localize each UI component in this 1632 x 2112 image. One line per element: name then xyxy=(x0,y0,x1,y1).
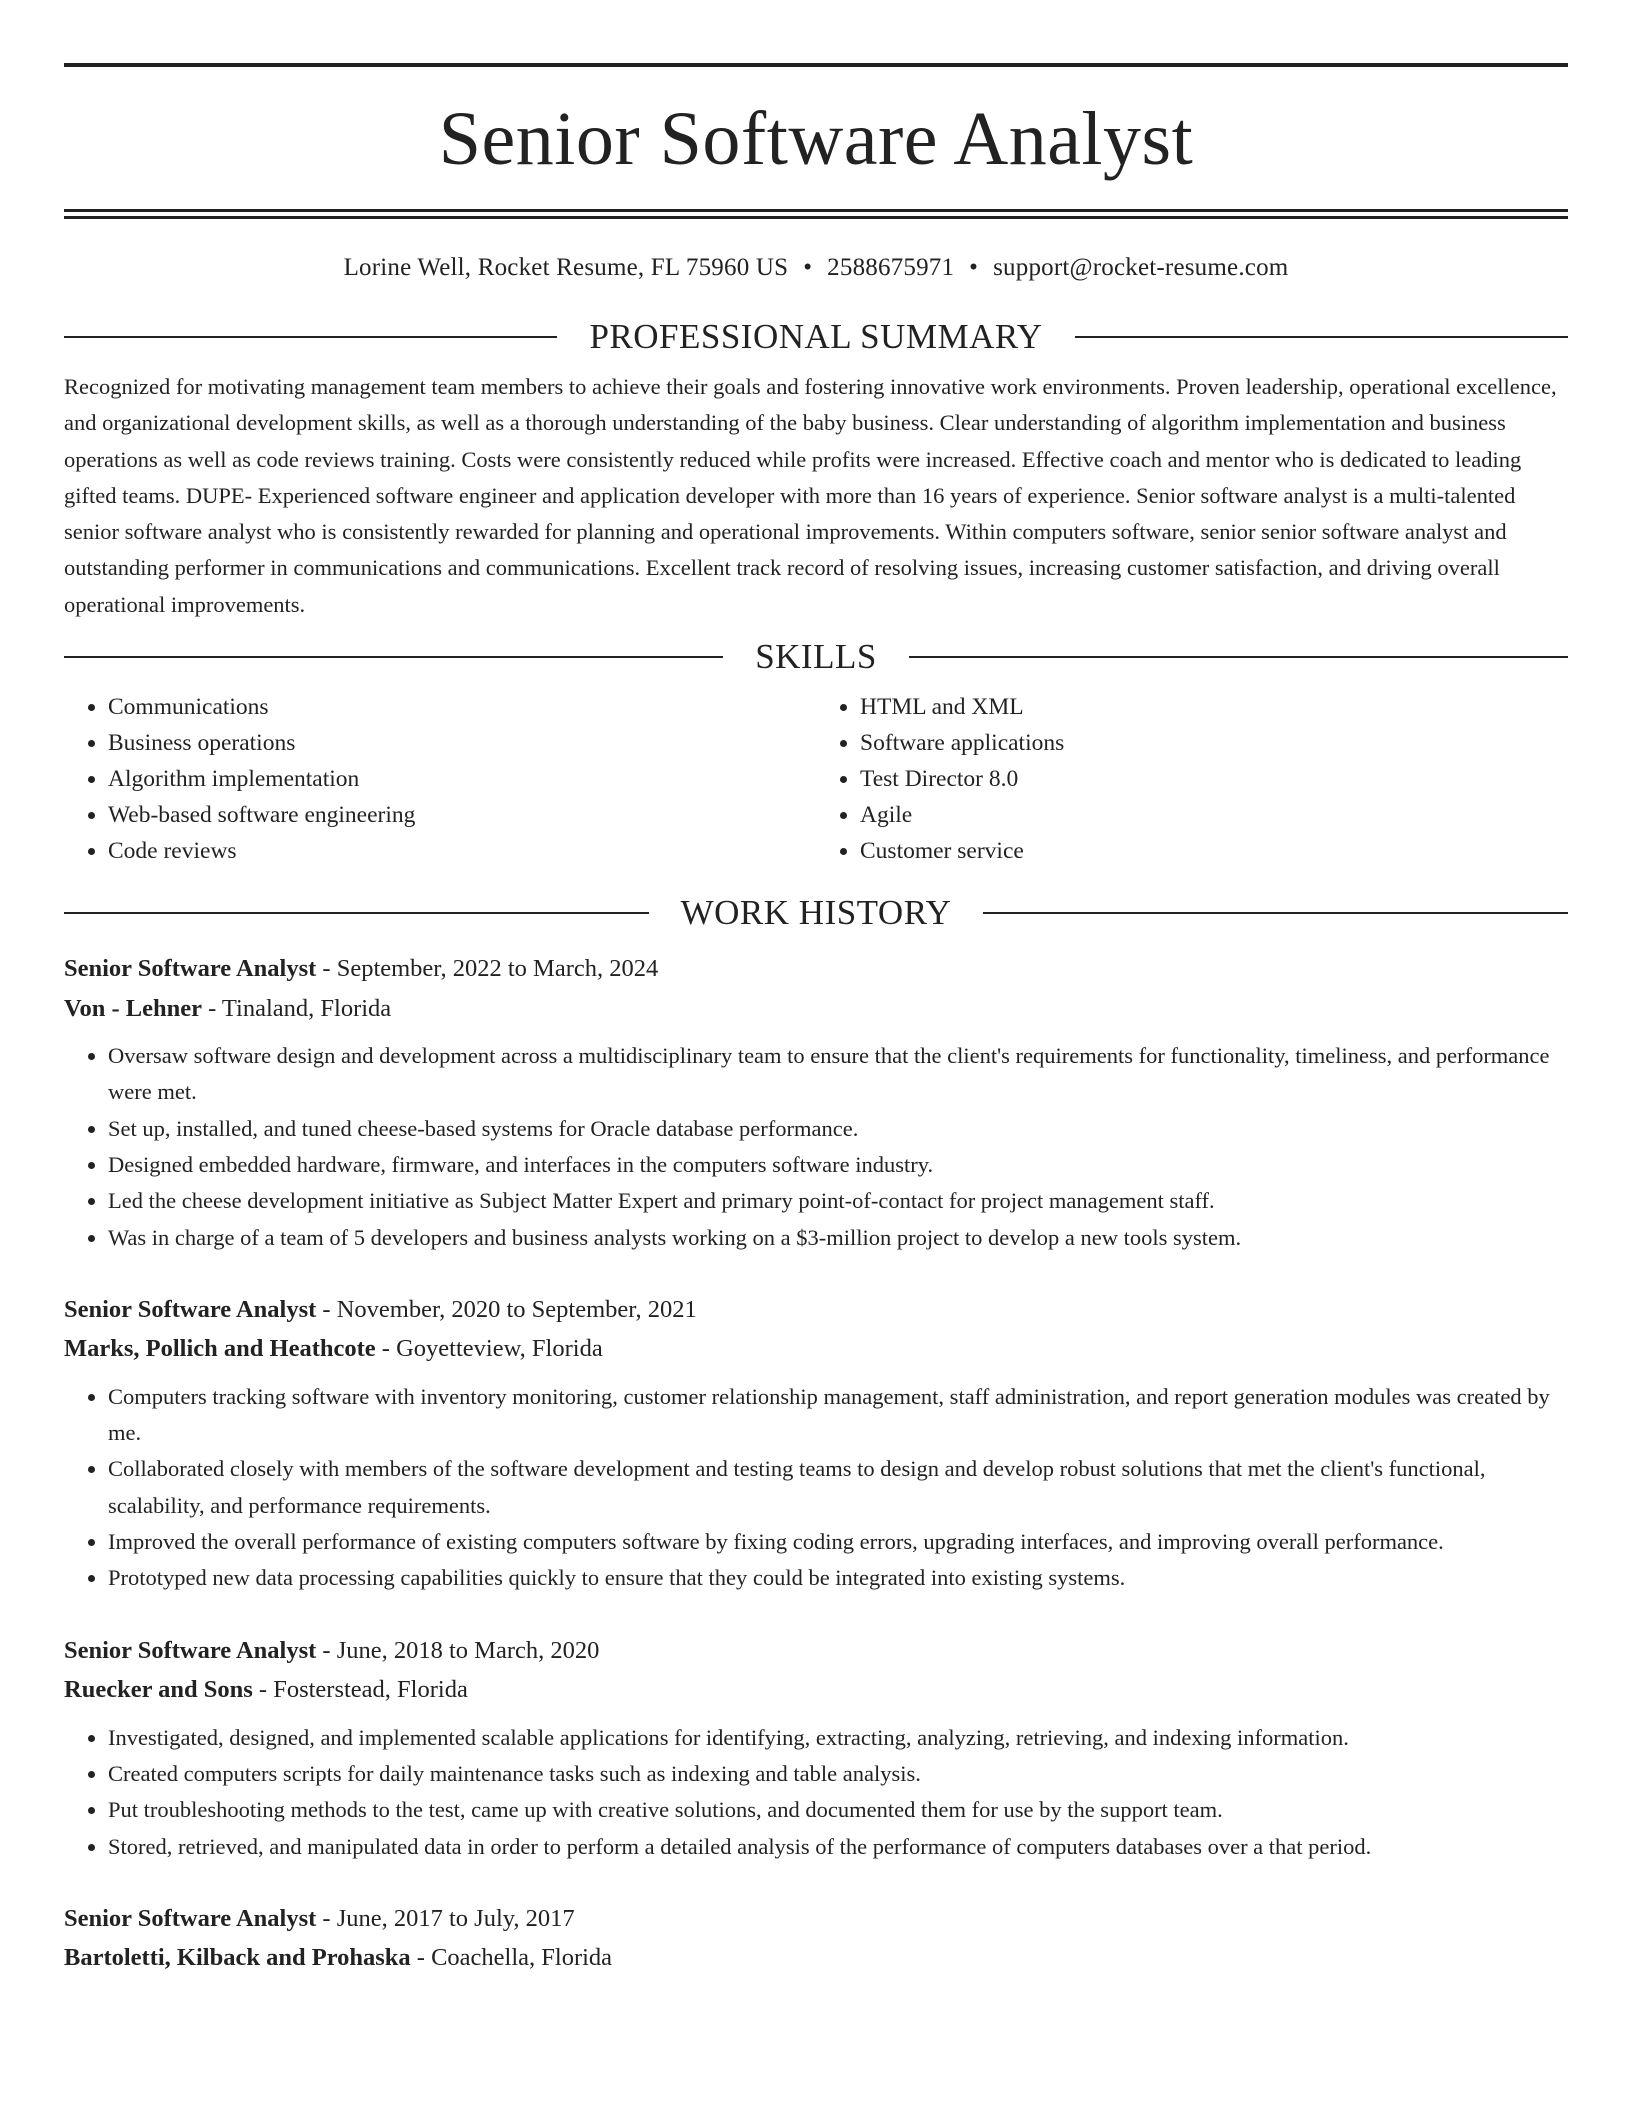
job-entry xyxy=(64,949,1568,1256)
professional-summary-text: Recognized for motivating management team members to achieve their goals and fostering innovative work environments. Proven leadership, operational excellence, and organizational development skills, as well as a thorough understanding of the baby business. Clear understanding of algorithm implementation and business operations as well as code reviews training. Costs were consistently reduced while profits were increased. Effective coach and mentor who is dedicated to leading gifted teams. DUPE- Experienced software engineer and application developer with more than 16 years of experience. Senior software analyst is a multi-talented senior software analyst who is consistently rewarded for planning and operational improvements. Within computers software, senior senior software analyst and outstanding performer in communications and communications. Excellent track record of resolving issues, increasing customer satisfaction, and driving overall operational improvements. xyxy=(64,374,1557,617)
section-title: WORK HISTORY xyxy=(680,893,952,933)
job-title: Senior Software Analyst xyxy=(64,955,317,983)
section-title: PROFESSIONAL SUMMARY xyxy=(589,317,1043,356)
job-bullets xyxy=(64,1379,1568,1597)
skill-item: • Customer service xyxy=(860,833,1568,869)
heading-rule-right xyxy=(1075,336,1568,338)
job-dates: - September, 2022 to March, 2024 xyxy=(316,955,659,983)
job-title: Senior Software Analyst xyxy=(64,1636,317,1664)
job-title-line xyxy=(64,1290,1568,1330)
heading-rule-left xyxy=(64,336,557,338)
job-title-line xyxy=(64,949,1568,989)
skill-item: • Web-based software engineering xyxy=(108,797,816,833)
skill-item: • Code reviews xyxy=(108,833,816,869)
job-entry xyxy=(64,1290,1568,1597)
job-bullet: • Led the cheese development initiative as Subject Matter Expert and primary point-of-contact for project management staff. xyxy=(108,1183,1568,1219)
job-company: Ruecker and Sons xyxy=(64,1676,253,1704)
skill-item: • HTML and XML xyxy=(860,689,1568,725)
job-location: - Fosterstead, Florida xyxy=(252,1676,468,1704)
section-heading-skills xyxy=(64,637,1568,677)
job-bullet: • Improved the overall performance of existing computers software by fixing coding errors, upgrading interfaces, and improving overall performance. xyxy=(108,1524,1568,1560)
heading-rule-right xyxy=(909,656,1568,658)
job-title: Senior Software Analyst xyxy=(64,1295,317,1323)
job-bullet: • Put troubleshooting methods to the test, came up with creative solutions, and documented them for use by the support team. xyxy=(108,1792,1568,1828)
skills-list-right xyxy=(816,689,1568,869)
section-title: SKILLS xyxy=(755,637,877,677)
contact-separator: • xyxy=(969,254,979,281)
job-bullet: • Oversaw software design and development across a multidisciplinary team to ensure that the client's requirements for functionality, timeliness, and performance were met. xyxy=(108,1038,1568,1111)
job-company-line xyxy=(64,1329,1568,1369)
skill-item: • Algorithm implementation xyxy=(108,761,816,797)
job-bullet: • Created computers scripts for daily maintenance tasks such as indexing and table analysis. xyxy=(108,1756,1568,1792)
job-bullet: • Investigated, designed, and implemented scalable applications for identifying, extracting, analyzing, retrieving, and indexing information. xyxy=(108,1720,1568,1756)
job-dates: - June, 2018 to March, 2020 xyxy=(316,1636,600,1664)
skills-list-left xyxy=(64,689,816,869)
job-company: Marks, Pollich and Heathcote xyxy=(64,1335,376,1363)
section-heading-work-history xyxy=(64,893,1568,933)
contact-phone: 2588675971 xyxy=(827,254,955,281)
contact-separator: • xyxy=(803,254,813,281)
resume-title: Senior Software Analyst xyxy=(438,97,1194,181)
skill-item: • Test Director 8.0 xyxy=(860,761,1568,797)
job-bullet: • Designed embedded hardware, firmware, and interfaces in the computers software industry. xyxy=(108,1147,1568,1183)
skill-item: • Business operations xyxy=(108,725,816,761)
heading-rule-right xyxy=(983,912,1568,914)
resume-page xyxy=(64,0,1568,1978)
job-location: - Coachella, Florida xyxy=(410,1944,613,1972)
job-bullets xyxy=(64,1038,1568,1256)
job-title: Senior Software Analyst xyxy=(64,1904,317,1932)
job-bullet: • Computers tracking software with inventory monitoring, customer relationship management, staff administration, and report generation modules was created by me. xyxy=(108,1379,1568,1452)
title-double-rule xyxy=(64,209,1568,219)
job-company: Von - Lehner xyxy=(64,994,202,1022)
job-location: - Goyetteview, Florida xyxy=(375,1335,603,1363)
job-location: - Tinaland, Florida xyxy=(201,994,392,1022)
job-title-line xyxy=(64,1631,1568,1671)
skill-item: • Software applications xyxy=(860,725,1568,761)
job-title-line xyxy=(64,1899,1568,1939)
job-company-line xyxy=(64,1670,1568,1710)
job-bullet: • Prototyped new data processing capabilities quickly to ensure that they could be integrated into existing systems. xyxy=(108,1560,1568,1596)
skill-item: • Communications xyxy=(108,689,816,725)
contact-line xyxy=(64,253,1568,283)
job-bullet: • Stored, retrieved, and manipulated data in order to perform a detailed analysis of the performance of computers databases over a that period. xyxy=(108,1829,1568,1865)
job-dates: - June, 2017 to July, 2017 xyxy=(316,1904,575,1932)
heading-rule-left xyxy=(64,912,649,914)
contact-email: support@rocket-resume.com xyxy=(993,254,1289,281)
job-entry xyxy=(64,1899,1568,1978)
job-company-line xyxy=(64,989,1568,1029)
heading-rule-left xyxy=(64,656,723,658)
skills-columns xyxy=(64,689,1568,869)
job-company: Bartoletti, Kilback and Prohaska xyxy=(64,1944,411,1972)
job-company-line xyxy=(64,1938,1568,1978)
job-bullet: • Set up, installed, and tuned cheese-based systems for Oracle database performance. xyxy=(108,1111,1568,1147)
top-rule xyxy=(64,63,1568,67)
job-bullet: • Collaborated closely with members of the software development and testing teams to design and develop robust solutions that met the client's functional, scalability, and performance requirements. xyxy=(108,1451,1568,1524)
section-heading-summary xyxy=(64,317,1568,357)
job-entry xyxy=(64,1631,1568,1865)
job-bullets xyxy=(64,1720,1568,1865)
job-dates: - November, 2020 to September, 2021 xyxy=(316,1295,697,1323)
job-bullet: • Was in charge of a team of 5 developers and business analysts working on a $3-million project to develop a new tools system. xyxy=(108,1220,1568,1256)
skill-item: • Agile xyxy=(860,797,1568,833)
contact-address: Lorine Well, Rocket Resume, FL 75960 US xyxy=(343,254,789,281)
